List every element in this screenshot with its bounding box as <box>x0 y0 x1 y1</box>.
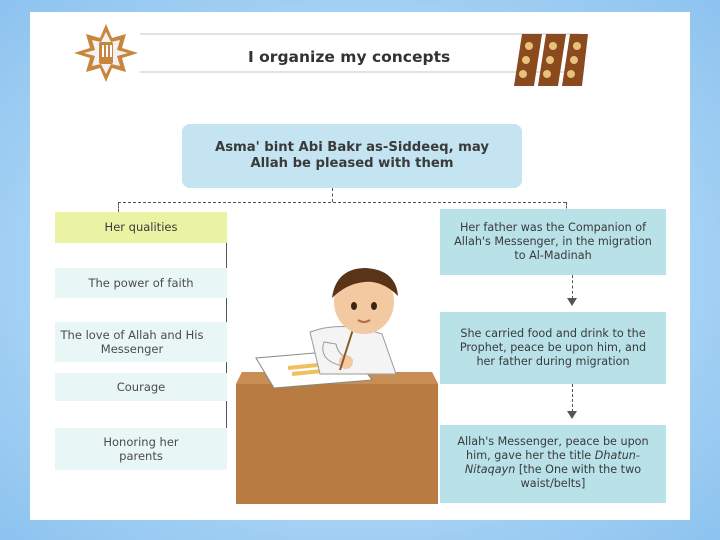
arrow-down-icon <box>567 411 577 419</box>
connector-line <box>118 202 566 203</box>
fact-box-carried-food: She carried food and drink to the Prophet, peace be upon him, and her father during migration <box>440 312 666 384</box>
top-box-title: Asma' bint Abi Bakr as-Siddeeq, may Allah be pleased with them <box>182 124 522 188</box>
fact-connector <box>572 275 573 299</box>
ornament-left-icon <box>68 22 144 84</box>
quality-item-faith: The power of faith <box>55 268 227 298</box>
quality-item-love: The love of Allah and His Messenger <box>55 322 227 362</box>
quality-item-honoring: Honoring her parents <box>55 428 227 470</box>
connector-line <box>118 202 119 212</box>
arrow-down-icon <box>567 298 577 306</box>
fact-box-father: Her father was the Companion of Allah's Messenger, in the migration to Al-Madinah <box>440 209 666 275</box>
qualities-heading: Her qualities <box>55 212 227 243</box>
fact3-italic-title: Dhatun-Nitaqayn <box>464 449 640 476</box>
ornament-right-icon <box>512 34 588 86</box>
connector-line <box>332 188 333 202</box>
fact3-text-end: [the One with the two waist/belts] <box>518 463 642 490</box>
page-title: I organize my concepts <box>248 48 451 66</box>
boy-writing-illustration <box>232 262 444 504</box>
quality-item-courage: Courage <box>55 373 227 401</box>
fact3-text: Allah's Messenger, peace be upon him, gave her the title <box>457 435 649 462</box>
fact-box-title <box>440 425 666 503</box>
fact-connector <box>572 384 573 412</box>
